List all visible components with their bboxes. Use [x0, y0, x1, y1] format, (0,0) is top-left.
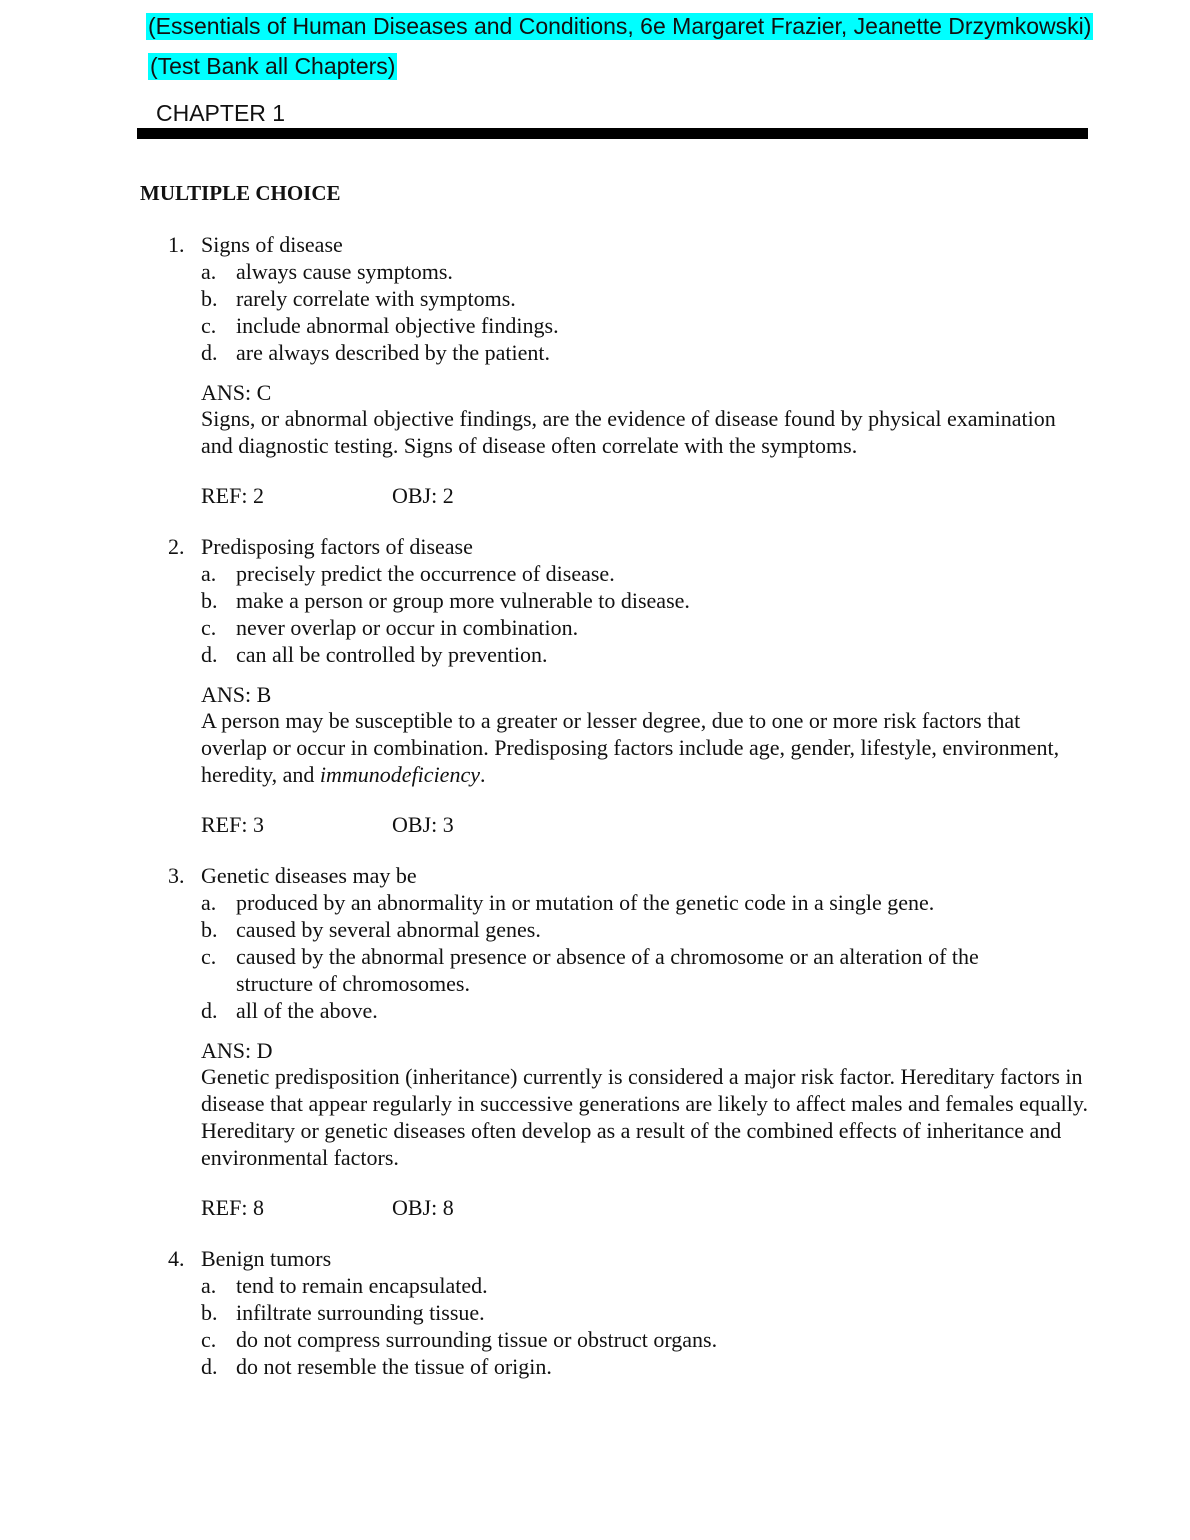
option-letter: b.: [201, 917, 218, 942]
objective: OBJ: 3: [392, 812, 454, 837]
option-letter: d.: [201, 642, 218, 667]
option-b: [201, 587, 1056, 614]
chapter-heading: CHAPTER 1: [156, 100, 286, 126]
option-letter: a.: [201, 1273, 217, 1298]
option-text: do not compress surrounding tissue or obstruct organs.: [236, 1327, 718, 1352]
question-stem: Genetic diseases may be: [201, 863, 417, 888]
objective: OBJ: 8: [392, 1195, 454, 1220]
rationale: Signs, or abnormal objective findings, are the evidence of disease found by physical examination and diagnostic testing. Signs of disease often correlate with the symptoms.: [201, 406, 1056, 458]
option-text: caused by several abnormal genes.: [236, 917, 541, 942]
answer-options: [201, 1272, 1056, 1380]
option-letter: c.: [201, 944, 217, 969]
option-text: can all be controlled by prevention.: [236, 642, 548, 667]
option-letter: a.: [201, 561, 217, 586]
option-c: [201, 943, 1006, 997]
objective: OBJ: 2: [392, 483, 454, 508]
option-text: are always described by the patient.: [236, 340, 550, 365]
chapter-divider: [137, 128, 1088, 139]
answer-options: [201, 889, 1056, 1024]
option-text: do not resemble the tissue of origin.: [236, 1354, 552, 1379]
option-letter: a.: [201, 259, 217, 284]
option-text: caused by the abnormal presence or absence of a chromosome or an alteration of the structure of chromosomes.: [236, 944, 979, 996]
answer-key: ANS: C: [201, 380, 272, 405]
option-text: tend to remain encapsulated.: [236, 1273, 488, 1298]
option-text: produced by an abnormality in or mutation of the genetic code in a single gene.: [236, 890, 935, 915]
option-letter: c.: [201, 313, 217, 338]
document-title-line-2: (Test Bank all Chapters): [150, 53, 396, 79]
option-letter: d.: [201, 340, 218, 365]
answer-options: [201, 560, 1056, 668]
rationale: [201, 707, 1091, 788]
question-stem: Benign tumors: [201, 1246, 332, 1271]
option-text: infiltrate surrounding tissue.: [236, 1300, 485, 1325]
option-text: never overlap or occur in combination.: [236, 615, 579, 640]
option-letter: a.: [201, 890, 217, 915]
option-letter: b.: [201, 1300, 218, 1325]
option-a: [201, 560, 1056, 587]
rationale: Genetic predisposition (inheritance) currently is considered a major risk factor. Hereditary factors in disease that appear regularly in successive generations are likely to affect males and females equally. Hereditary or genetic diseases often develop as a result of the combined effects of inheritance and environmental factors.: [201, 1064, 1088, 1170]
answer-options: [201, 258, 1056, 366]
reference: REF: 2: [201, 483, 264, 508]
option-c: [201, 614, 1056, 641]
option-b: [201, 916, 1056, 943]
option-a: [201, 1272, 1056, 1299]
question-stem: Signs of disease: [201, 232, 343, 257]
option-c: [201, 1326, 1056, 1353]
option-letter: d.: [201, 998, 218, 1023]
question-number: 1.: [168, 232, 185, 257]
answer-key: ANS: B: [201, 682, 272, 707]
option-text: rarely correlate with symptoms.: [236, 286, 516, 311]
option-a: [201, 258, 1056, 285]
rationale-text: A person may be susceptible to a greater or lesser degree, due to one or more risk factors that overlap or occur in combination. Predisposing factors include age, gender, lifestyle, environment, heredity, and: [201, 708, 1060, 787]
reference: REF: 8: [201, 1195, 264, 1220]
option-text: include abnormal objective findings.: [236, 313, 559, 338]
option-a: [201, 889, 1056, 916]
option-d: [201, 997, 1056, 1024]
option-letter: c.: [201, 1327, 217, 1352]
option-text: precisely predict the occurrence of disease.: [236, 561, 615, 586]
option-text: all of the above.: [236, 998, 378, 1023]
option-text: always cause symptoms.: [236, 259, 453, 284]
option-c: [201, 312, 1056, 339]
question-number: 3.: [168, 863, 185, 888]
option-letter: c.: [201, 615, 217, 640]
option-b: [201, 285, 1056, 312]
answer-key: ANS: D: [201, 1038, 273, 1063]
rationale-italic-term: immunodeficiency: [319, 762, 480, 787]
option-letter: d.: [201, 1354, 218, 1379]
option-d: [201, 641, 1056, 668]
reference: REF: 3: [201, 812, 264, 837]
question-number: 4.: [168, 1246, 185, 1271]
option-d: [201, 1353, 1056, 1380]
document-title-line-1: (Essentials of Human Diseases and Conditions, 6e Margaret Frazier, Jeanette Drzymkowski): [148, 13, 1092, 39]
option-text: make a person or group more vulnerable to disease.: [236, 588, 690, 613]
option-b: [201, 1299, 1056, 1326]
option-letter: b.: [201, 286, 218, 311]
option-d: [201, 339, 1056, 366]
rationale-end: .: [479, 762, 486, 787]
section-heading: MULTIPLE CHOICE: [140, 181, 341, 205]
option-letter: b.: [201, 588, 218, 613]
question-number: 2.: [168, 534, 185, 559]
question-stem: Predisposing factors of disease: [201, 534, 473, 559]
